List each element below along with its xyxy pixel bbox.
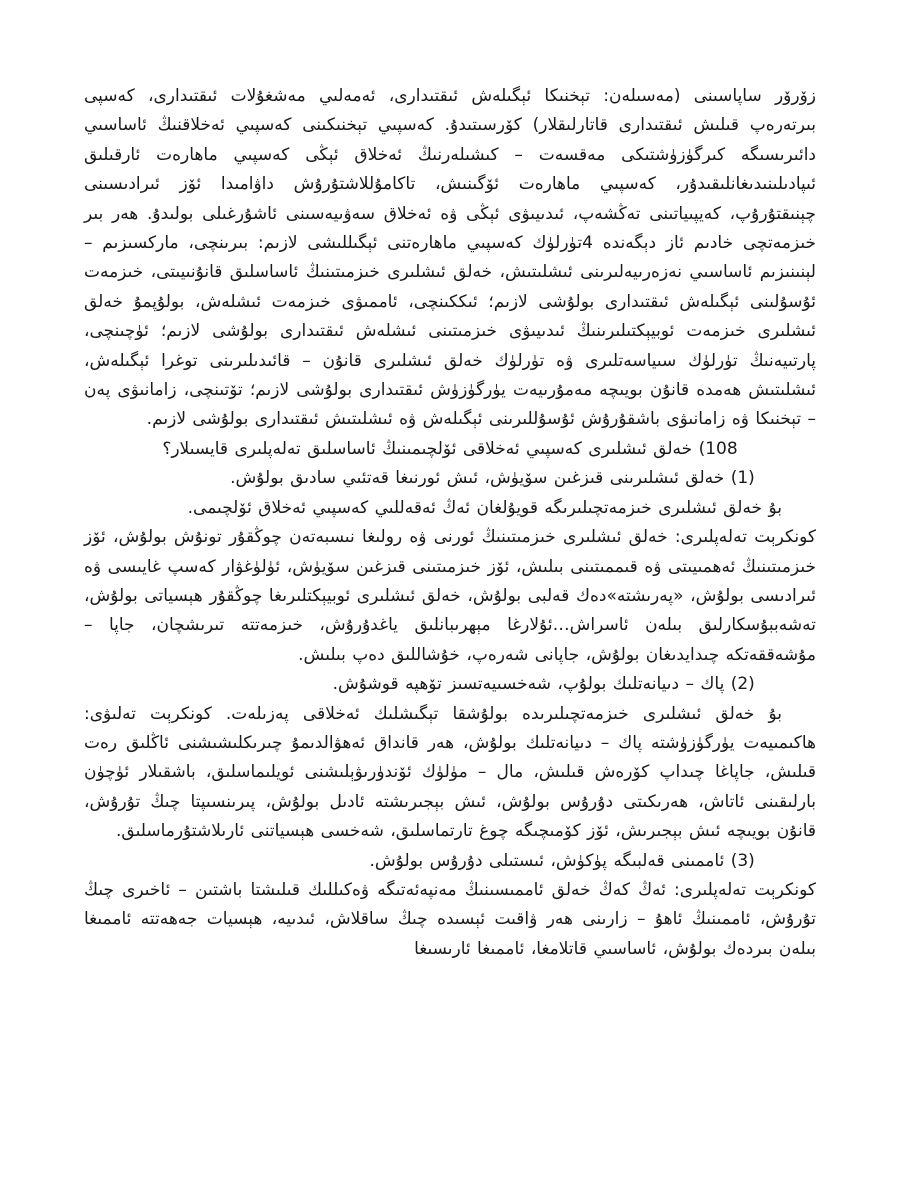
paragraph: كونكرېت تەلەپلىرى: ئەڭ كەڭ خەلق ئاممىسىنىڭ مەنپەئەتىگە ۋەكىللىك قىلىشتا باشتىن – ئاخىرى چىڭ تۇرۇش، ئاممىنىڭ ئاھۇ – زارىنى ھەر ۋاقىت ئېسىدە چىڭ ساقلاش، ئىدىيە، ھېسيات جەھەتتە ئاممىغا بىلەن بىردەك بولۇش، ئاساسىي قاتلامغا، ئاممىغا ئارىسىغا — [84, 879, 816, 959]
document-body — [84, 82, 816, 964]
paragraph: كونكرېت تەلەپلىرى: خەلق ئىشلىرى خىزمىتىنىڭ ئورنى ۋە رولىغا نىسبەتەن چوڭقۇر تونۇش بولۇش، ئۆز خىزمىتىنىڭ ئەھمىيىتى ۋە قىممىتىنى بىلىش، ئۆز خىزمىتىنى قىزغىن سۆيۈش، ئۈلۈغۋار كەسپ غايىسى ۋە ئىرادىسى بولۇش، «پەرىشتە»دەك قەلبى بولۇش، خەلق ئىشلىرى ئوبيېكتلىرىغا چوڭقۇر ھېسياتى بولۇش، تەشەببۇسكارلىق بىلەن ئاسراش…ئۇلارغا مېھرىبانلىق ياغدۇرۇش، خىزمەتتە تىرىشچان، جاپا – مۇشەققەتكە چىدايدىغان بولۇش، جاپانى شەرەپ، خۇشاللىق دەپ بىلىش. — [84, 527, 816, 665]
paragraph: بۇ خەلق ئىشلىرى خىزمەتچىلىرىگە قويۇلغان ئەڭ ئەقەللىي كەسپىي ئەخلاق ئۆلچىمى. — [187, 497, 782, 518]
paragraph: بۇ خەلق ئىشلىرى خىزمەتچىلىرىدە بولۇشقا تېگىشلىك ئەخلاقى پەزىلەت. كونكرېت تەلىۋى: ھاكىمىيەت يۈرگۈزۈشتە پاك – دىيانەتلىك بولۇش، ھەر قانداق ئەھۋالدىمۇ چىرىكلىشىشنى ئاڭلىق رەت قىلىش، جاپاغا چىداپ كۆرەش قىلىش، مال – مۈلۈك ئۆندۈرىۋېلىشنى ئويلىماسلىق، باشقىلار ئۈچۈن بارلىقىنى ئاتاش، ھەرىكىتى دۇرۇس بولۇش، ئىش بېجىرىشتە ئادىل بولۇش، پىرىنسىپتا چىڭ تۇرۇش، قانۇن بويىچە ئىش بېجىرىش، ئۆز كۆمىچىگە چوغ تارتماسلىق، شەخسى ھېسياتنى ئارىلاشتۇرماسلىق. — [84, 703, 816, 842]
paragraph: زۆرۆر ساپاسىنى (مەسىلەن: تېخنىكا ئېگىلەش ئىقتىدارى، ئەمەلىي مەشغۇلات ئىقتىدارى، كەسپى بىرتەرەپ قىلىش ئىقتىدارى قاتارلىقلار) كۆرسىتىدۇ. كەسپىي تېخنىكىنى كەسپىي ئەخلاقنىڭ ئاساسىي دائىرىسىگە كىرگۈزۈشتىكى مەقسەت – كىشىلەرنىڭ ئەخلاق ئېڭى كەسپىي ماھارەت ئارقىلىق ئىپادىلىنىدىغانلىقىدۇر، كەسپىي ماھارەت ئۆگىنىش، تاكامۇللاشتۇرۇش داۋامىدا ئۆز ئىرادىسىنى چېنىقتۇرۇپ، كەيپىياتىنى تەڭشەپ، ئىدىيىۋى ئېڭى ۋە ئەخلاق سەۋىيەسىنى ئاشۇرغىلى بولىدۇ. ھەر بىر خىزمەتچى خادىم ئاز دېگەندە 4تۈرلۈك كەسپىي ماھارەتنى ئېگىللىشى لازىم: بىرىنچى، ماركسىزىم – لېنىنىزىم ئاساسىي نەزەرىيەلىرىنى ئىشلىتىش، خەلق ئىشلىرى خىزمىتىنىڭ ئاساسلىق قانۇنىيىتى، خىزمەت ئۇسۇلىنى ئېگىلەش ئىقتىدارى بولۇشى لازىم؛ ئىككىنچى، ئاممىۋى خىزمەت ئىشلەش، بولۇپمۇ خەلق ئىشلىرى خىزمەت ئوبيېكتىلىرىنىڭ ئىدىيىۋى خىزمىتىنى ئىشلەش ئىقتىدارى بولۇشى لازىم؛ ئۈچىنچى، پارتىيەنىڭ تۈرلۈك سىياسەتلىرى ۋە تۈرلۈك خەلق ئىشلىرى قانۇن – قائىدىلىرىنى توغرا ئېگىلەش، ئىشلىتىش ھەمدە قانۇن بويىچە مەمۇرىيەت يۈرگۈزۈش ئىقتىدارى بولۇشى لازىم؛ تۆتىنچى، زامانىۋى پەن – تېخنىكا ۋە زامانىۋى باشقۇرۇش ئۇسۇللىرىنى ئېگىلەش ۋە ئىشلىتىش ئىقتىدارى بولۇشى لازىم. — [84, 86, 816, 430]
question-heading: 108) خەلق ئىشلىرى كەسپىي ئەخلاقى ئۆلچىمىنىڭ ئاساسلىق تەلەپلىرى قايسىلار؟ — [162, 438, 738, 459]
numbered-item: (2) پاك – دىيانەتلىك بولۇپ، شەخسىيەتسىز تۆھپە قوشۇش. — [332, 674, 755, 695]
numbered-item: (1) خەلق ئىشلىرىنى قىزغىن سۆيۈش، ئىش ئورنىغا قەتئىي سادىق بولۇش. — [230, 468, 755, 489]
numbered-item: (3) ئاممىنى قەلبىگە پۈكۈش، ئىستىلى دۇرۇس بولۇش. — [369, 850, 755, 871]
